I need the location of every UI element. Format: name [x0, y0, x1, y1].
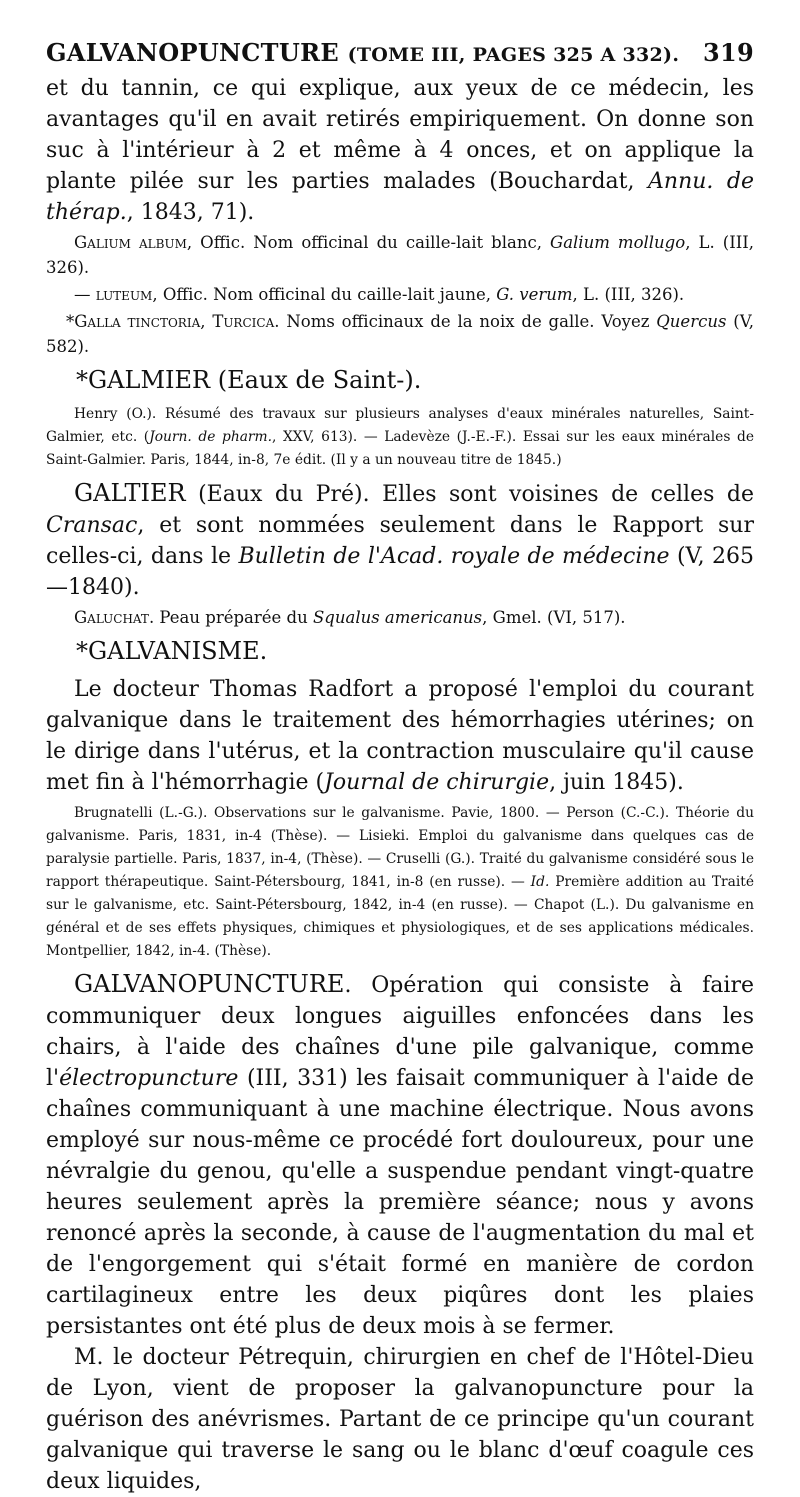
text-run: (Eaux du Pré). Elles sont voisines de celles de [185, 482, 754, 507]
text-run: Henry (O.). Résumé des travaux sur plusieurs analyses d'eaux minérales naturelles, Saint-Galmier, etc. ( [46, 406, 754, 445]
text-run: Annu. de thérap. [46, 169, 755, 225]
text-run: luteum [95, 285, 153, 304]
running-header [46, 38, 754, 67]
text-run: Bulletin de l'Acad. royale de médecine [238, 544, 670, 569]
text-run: (V, 582). [46, 312, 754, 356]
text-run: , Offic. Nom officinal du caille-lait blanc, [186, 233, 551, 252]
text-run: , XXV, 613). — Ladevèze (J.-E.-F.). Essai sur les eaux minérales de Saint-Galmier. Paris, 1844, in-8, 7e édit. (Il y a un nouveau titre de 1845.) [46, 429, 755, 468]
page-number: 319 [703, 38, 754, 67]
text-run: Galium mollugo [550, 233, 686, 252]
entry-galla [46, 309, 754, 359]
text-run: Journ. de pharm. [149, 429, 272, 445]
text-run: , Gmel. (VI, 517). [482, 608, 626, 627]
text-run: — [74, 285, 96, 304]
text-run: . Opération qui consiste à faire communiquer deux longues aiguilles enfoncées dans les chairs, à l'aide des chaînes d'une pile galvanique, comme l' [46, 973, 754, 1091]
text-run: , 1843, 71). [126, 200, 255, 225]
text-run: Cransac [46, 513, 138, 538]
text-run: * [66, 312, 75, 331]
text-run: Brugnatelli (L.-G.). Observations sur le galvanisme. Pavie, 1800. — Person (C.-C.). Théorie du galvanisme. Paris, 1831, in-4 (Thèse). — Lisieki. Emploi du galvanisme dans quelques cas de paralysie partielle. Paris, 1837, in-4, (Thèse). — Cruselli (G.). Traité du galvanisme considéré sous le rapport thérapeutique. Saint-Pétersbourg, 1841, in-8 (en russe). — [46, 805, 754, 890]
text-run: Journal de chirurgie [324, 770, 550, 795]
text-run: , L. (III, 326). [572, 285, 685, 304]
text-run: . Peau préparée du [148, 608, 313, 627]
text-run: Première addition au Traité sur le galvanisme, etc. Saint-Pétersbourg, 1842, in-4 (en russe). — Chapot (L.). Du galvanisme en général et de ses effets physiques, chimiques et physiologiques, et de ses applications médicales. Montpellier, 1842, in-4. (Thèse). [46, 874, 754, 959]
text-run: *GALMIER (Eaux de Saint-). [76, 366, 422, 394]
text-run: Squalus americanus [312, 608, 483, 627]
text-run: (III, 331) les faisait communiquer à l'aide de chaînes communiquant à une machine électrique. Nous avons employé sur nous-même ce procédé fort douloureux, pour une névralgie du genou, qu'elle a suspendue pendant vingt-quatre heures seulement après la première séance; nous y avons renoncé après la seconde, à cause de l'augmentation du mal et de l'engorgement qui s'était formé en manière de cordon cartilagineux entre les deux piqûres dont les plaies persistantes ont été plus de deux mois à se fermer. [46, 1066, 754, 1339]
paragraph-petrequin [46, 1342, 754, 1497]
text-run: électropuncture [59, 1066, 239, 1091]
text-run: , Offic. Nom officinal du caille-lait jaune, [152, 285, 497, 304]
header-title-main: GALVANOPUNCTURE [46, 38, 339, 67]
text-run: (V, 265—1840). [46, 544, 754, 600]
text-run: G. verum [496, 285, 573, 304]
header-title [46, 38, 679, 67]
text-run: . Noms officinaux de la noix de galle. Voyez [274, 312, 657, 331]
text-run: GALVANOPUNCTURE [74, 970, 345, 998]
text-run: GALTIER [74, 479, 186, 507]
text-run: Galla tinctoria, Turcica [74, 312, 275, 331]
text-run: , et sont nommées seulement dans le Rapport sur celles-ci, dans le [46, 513, 754, 569]
text-run: Galuchat [74, 608, 149, 627]
heading-galmier [76, 363, 754, 397]
paragraph-tannin [46, 73, 754, 228]
text-run: Le docteur Thomas Radfort a proposé l'emploi du courant galvanique dans le traitement des hémorrhagies utérines; on le dirige dans l'utérus, et la contraction musculaire qu'il cause met fin à l'hémorrhagie ( [46, 677, 754, 795]
text-run: Id. [530, 874, 550, 890]
entry-galium-luteum [46, 282, 754, 307]
text-run: , L. (III, 326). [46, 233, 754, 277]
header-title-subtitle: (TOME III, PAGES 325 A 332). [347, 44, 680, 66]
heading-galvanisme [76, 634, 754, 668]
biblio-galmier [46, 403, 754, 472]
text-run: M. le docteur Pétrequin, chirurgien en chef de l'Hôtel-Dieu de Lyon, vient de proposer la galvanopuncture pour la guérison des anévrismes. Partant de ce principe qu'un courant galvanique qui traverse le sang ou le blanc d'œuf coagule ces deux liquides, [46, 1345, 754, 1494]
biblio-galvanisme [46, 802, 754, 963]
entry-galuchat [46, 605, 754, 630]
entry-galium-album [46, 230, 754, 280]
text-run: Galium album [74, 233, 187, 252]
paragraph-galvanisme [46, 674, 754, 798]
paragraph-galtier [46, 478, 754, 603]
text-run: , juin 1845). [549, 770, 684, 795]
text-run: *GALVANISME. [76, 637, 268, 665]
text-run: et du tannin, ce qui explique, aux yeux de ce médecin, les avantages qu'il en avait retirés empiriquement. On donne son suc à l'intérieur à 2 et même à 4 onces, et on applique la plante pilée sur les parties malades (Bouchardat, [46, 76, 754, 194]
paragraph-galvanopuncture [46, 969, 754, 1342]
text-run: Quercus [656, 312, 727, 331]
